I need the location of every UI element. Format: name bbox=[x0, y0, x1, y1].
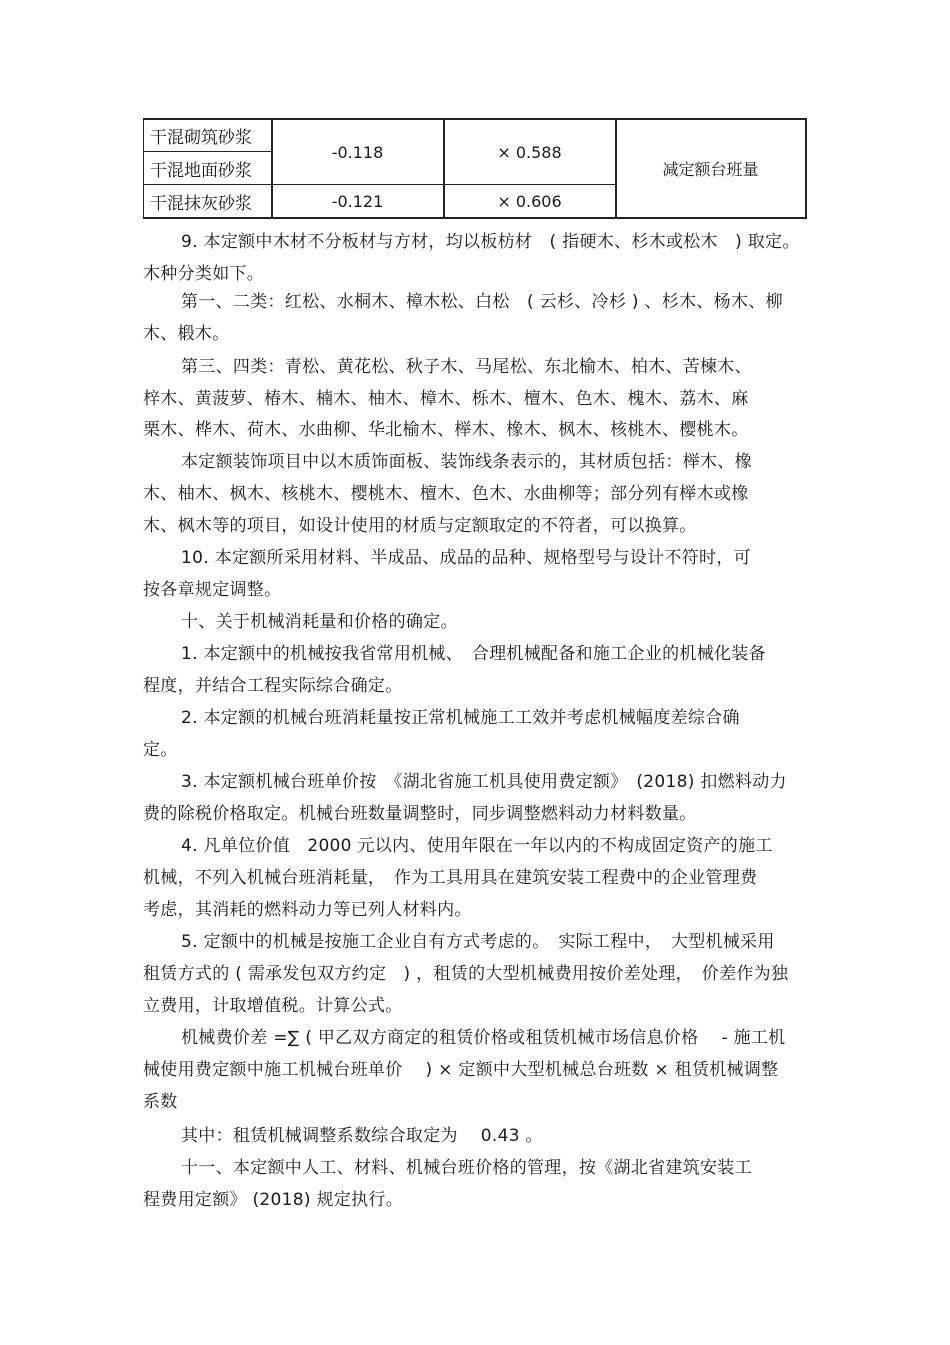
text-line: 租赁方式的 ( 需承发包双方约定 ) ，租赁的大型机械费用按价差处理， 价差作为独 bbox=[143, 964, 789, 984]
text-line: 2. 本定额的机械台班消耗量按正常机械施工工效并考虑机械幅度差综合确 bbox=[181, 708, 740, 728]
text-line: 梓木、黄菠萝、椿木、楠木、柚木、樟木、栎木、檀木、色木、槐木、荔木、麻 bbox=[143, 389, 749, 409]
section-heading: 十、关于机械消耗量和价格的确定。 bbox=[181, 612, 458, 632]
factor-cell: × 0.606 bbox=[444, 185, 616, 219]
text-line: 第三、四类：青松、黄花松、秋子木、马尾松、东北榆木、柏木、苦楝木、 bbox=[181, 357, 752, 377]
text-line: 其中：租赁机械调整系数综合取定为 0.43 。 bbox=[181, 1126, 543, 1146]
note-cell: 减定额台班量 bbox=[616, 119, 806, 218]
text-line: 本定额装饰项目中以木质饰面板、装饰线条表示的，其材质包括：榉木、橡 bbox=[181, 452, 752, 472]
formula-line: 系数 bbox=[143, 1092, 178, 1112]
text-line: 按各章规定调整。 bbox=[143, 580, 282, 600]
text-line: 10. 本定额所采用材料、半成品、成品的品种、规格型号与设计不符时，可 bbox=[181, 548, 751, 568]
table-row bbox=[144, 119, 806, 152]
text-line: 木种分类如下。 bbox=[143, 264, 265, 284]
text-line: 木、枫木等的项目，如设计使用的材质与定额取定的不符者，可以换算。 bbox=[143, 516, 697, 536]
text-line: 程度，并结合工程实际综合确定。 bbox=[143, 676, 403, 696]
formula-line: 械使用费定额中施工机械台班单价 ) × 定额中大型机械总台班数 × 租赁机械调整 bbox=[143, 1060, 779, 1080]
text-line: 木、柚木、枫木、核桃木、樱桃木、檀木、色木、水曲柳等；部分列有榉木或橡 bbox=[143, 484, 749, 504]
text-line: 机械，不列入机械台班消耗量， 作为工具用具在建筑安装工程费中的企业管理费 bbox=[143, 868, 758, 888]
formula-line: 机械费价差 =∑ ( 甲乙双方商定的租赁价格或租赁机械市场信息价格 - 施工机 bbox=[181, 1028, 786, 1048]
text-line: 第一、二类：红松、水桐木、樟木松、白松 ( 云杉、冷杉 ) 、杉木、杨木、柳 bbox=[181, 292, 783, 312]
material-name-cell: 干混抹灰砂浆 bbox=[144, 185, 272, 219]
mortar-adjustment-table bbox=[143, 118, 807, 219]
text-line: 5. 定额中的机械是按施工企业自有方式考虑的。 实际工程中， 大型机械采用 bbox=[181, 932, 775, 952]
text-line: 9. 本定额中木材不分板材与方材，均以板枋材 ( 指硬木、杉木或松木 ) 取定。 bbox=[181, 232, 800, 252]
material-name-cell: 干混砌筑砂浆 bbox=[144, 119, 272, 152]
text-line: 栗木、桦木、荷木、水曲柳、华北榆木、榉木、橡木、枫木、核桃木、樱桃木。 bbox=[143, 420, 749, 440]
text-line: 立费用，计取增值税。计算公式。 bbox=[143, 996, 403, 1016]
value-cell: -0.118 bbox=[272, 119, 444, 185]
text-line: 3. 本定额机械台班单价按 《湖北省施工机具使用费定额》 (2018) 扣燃料动力 bbox=[181, 772, 787, 792]
text-line: 4. 凡单位价值 2000 元以内、使用年限在一年以内的不构成固定资产的施工 bbox=[181, 836, 773, 856]
text-line: 考虑，其消耗的燃料动力等已列人材料内。 bbox=[143, 900, 472, 920]
text-line: 程费用定额》 (2018) 规定执行。 bbox=[143, 1190, 404, 1210]
factor-cell: × 0.588 bbox=[444, 119, 616, 185]
text-line: 费的除税价格取定。机械台班数量调整时，同步调整燃料动力材料数量。 bbox=[143, 804, 697, 824]
value-cell: -0.121 bbox=[272, 185, 444, 219]
section-heading: 十一、本定额中人工、材料、机械台班价格的管理，按《湖北省建筑安装工 bbox=[181, 1158, 752, 1178]
text-line: 木、椴木。 bbox=[143, 324, 230, 344]
text-line: 定。 bbox=[143, 740, 178, 760]
text-line: 1. 本定额中的机械按我省常用机械、 合理机械配备和施工企业的机械化装备 bbox=[181, 644, 766, 664]
material-name-cell: 干混地面砂浆 bbox=[144, 152, 272, 185]
